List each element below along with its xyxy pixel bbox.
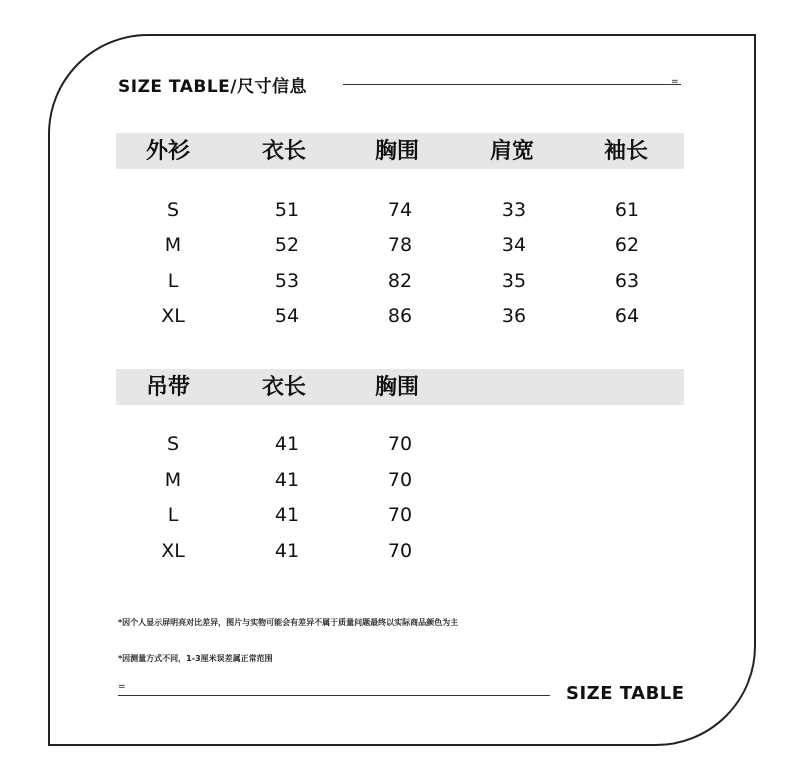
footer-mark: =: [118, 682, 126, 692]
table1-header-cell: 袖长: [603, 138, 648, 164]
size-cell: L: [167, 270, 179, 292]
footer-divider: [118, 695, 550, 696]
size-cell: M: [164, 469, 182, 491]
header-mark: =: [671, 77, 679, 87]
bust-cell: 70: [387, 433, 413, 455]
shoulder-cell: 33: [501, 199, 527, 221]
length-cell: 41: [274, 540, 300, 562]
length-cell: 54: [274, 305, 300, 327]
shoulder-cell: 34: [501, 234, 527, 256]
table2-row: [116, 429, 684, 459]
bust-cell: 86: [387, 305, 413, 327]
sleeve-cell: 62: [614, 234, 640, 256]
table1-row: [116, 230, 684, 260]
sleeve-cell: 61: [614, 199, 640, 221]
header-divider: [343, 84, 681, 85]
bust-cell: 70: [387, 504, 413, 526]
length-cell: 53: [274, 270, 300, 292]
size-cell: M: [164, 234, 182, 256]
page-title: SIZE TABLE/尺寸信息: [118, 77, 307, 97]
table2-row: [116, 536, 684, 566]
table1-row: [116, 301, 684, 331]
bust-cell: 74: [387, 199, 413, 221]
length-cell: 41: [274, 469, 300, 491]
length-cell: 41: [274, 433, 300, 455]
footer-title: SIZE TABLE: [566, 683, 685, 704]
size-cell: XL: [161, 305, 185, 327]
table1-header-band: [116, 133, 684, 169]
length-cell: 52: [274, 234, 300, 256]
table2-header-cell: 衣长: [261, 374, 306, 400]
table1-row: [116, 266, 684, 296]
table1-row: [116, 195, 684, 225]
size-cell: XL: [161, 540, 185, 562]
sleeve-cell: 63: [614, 270, 640, 292]
sleeve-cell: 64: [614, 305, 640, 327]
table1-header-cell: 胸围: [374, 138, 419, 164]
table2-header-cell: 吊带: [145, 374, 190, 400]
size-cell: S: [166, 433, 180, 455]
table1-header-cell: 衣长: [261, 138, 306, 164]
table2-header-cell: 胸围: [374, 374, 419, 400]
size-cell: L: [167, 504, 179, 526]
bust-cell: 78: [387, 234, 413, 256]
table1-header-cell: 肩宽: [489, 138, 534, 164]
size-cell: S: [166, 199, 180, 221]
bust-cell: 70: [387, 540, 413, 562]
table2-header-band: [116, 369, 684, 405]
table2-row: [116, 500, 684, 530]
length-cell: 41: [274, 504, 300, 526]
table2-row: [116, 465, 684, 495]
bust-cell: 70: [387, 469, 413, 491]
table1-header-cell: 外衫: [145, 138, 190, 164]
bust-cell: 82: [387, 270, 413, 292]
shoulder-cell: 35: [501, 270, 527, 292]
shoulder-cell: 36: [501, 305, 527, 327]
length-cell: 51: [274, 199, 300, 221]
measurement-note: *因测量方式不同，1-3厘米误差属正常范围: [118, 654, 273, 663]
disclaimer-note: *因个人显示屏明亮对比差异，图片与实物可能会有差异不属于质量问题最终以实际商品颜色为主: [118, 618, 459, 627]
